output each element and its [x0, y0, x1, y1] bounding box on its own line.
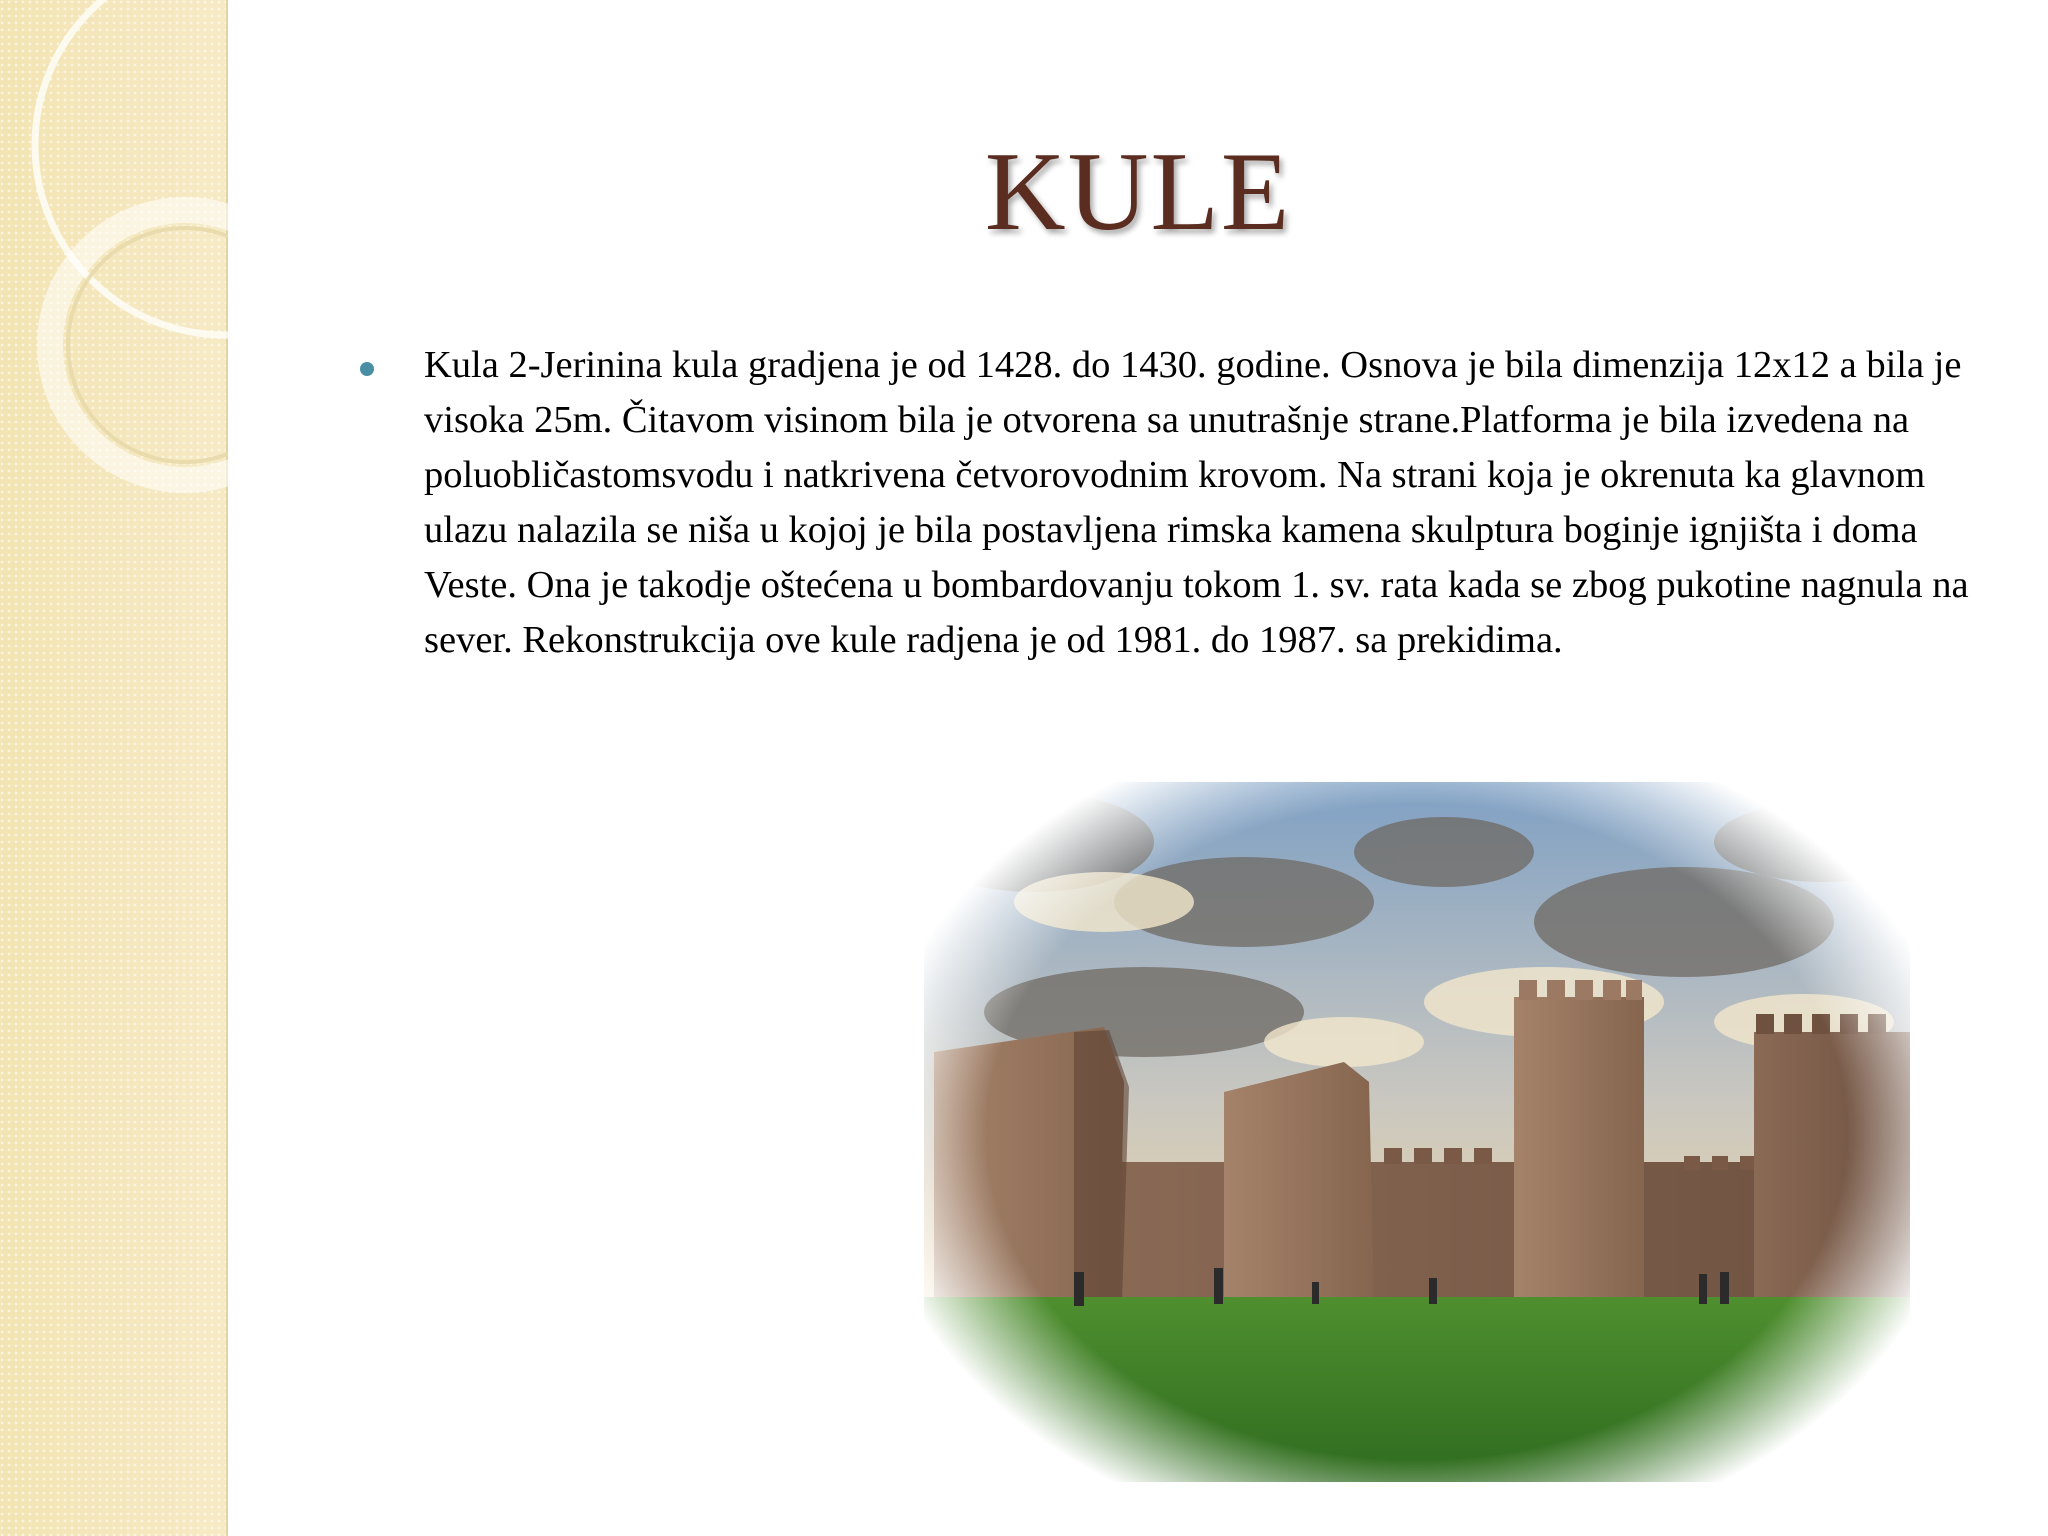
- bullet-dot-icon: [360, 362, 374, 376]
- fortress-illustration: [924, 782, 1910, 1482]
- right-tower: [1754, 1032, 1910, 1302]
- grass-field: [924, 1297, 1910, 1482]
- central-tower: [1514, 997, 1644, 1302]
- bullet-item: [360, 338, 1980, 668]
- broken-tower: [1224, 1062, 1374, 1302]
- bullet-text: Kula 2-Jerinina kula gradjena je od 1428. do 1430. godine. Osnova je bila dimenzija 12x12 a bila je visoka 25m. Čitavom visinom bila je otvorena sa unutrašnje strane.Platforma je bila izvedena na poluobličastomsvodu i natkrivena četvorovodnim krovom. Na strani koja je okrenuta ka glavnom ulazu nalazila se niša u kojoj je bila postavljena rimska kamena skulptura boginje ignjišta i doma Veste. Ona je takodje oštećena u bombardovanju tokom 1. sv. rata kada se zbog pukotine nagnula na sever. Rekonstrukcija ove kule radjena je od 1981. do 1987. sa prekidima.: [424, 344, 1969, 661]
- left-tower-shadow: [1074, 1030, 1129, 1302]
- slide-title: KULE: [984, 130, 1292, 254]
- decorative-rings: [0, 0, 228, 560]
- decorative-ring-medium: [50, 210, 228, 480]
- fortress-photo: [924, 782, 1910, 1482]
